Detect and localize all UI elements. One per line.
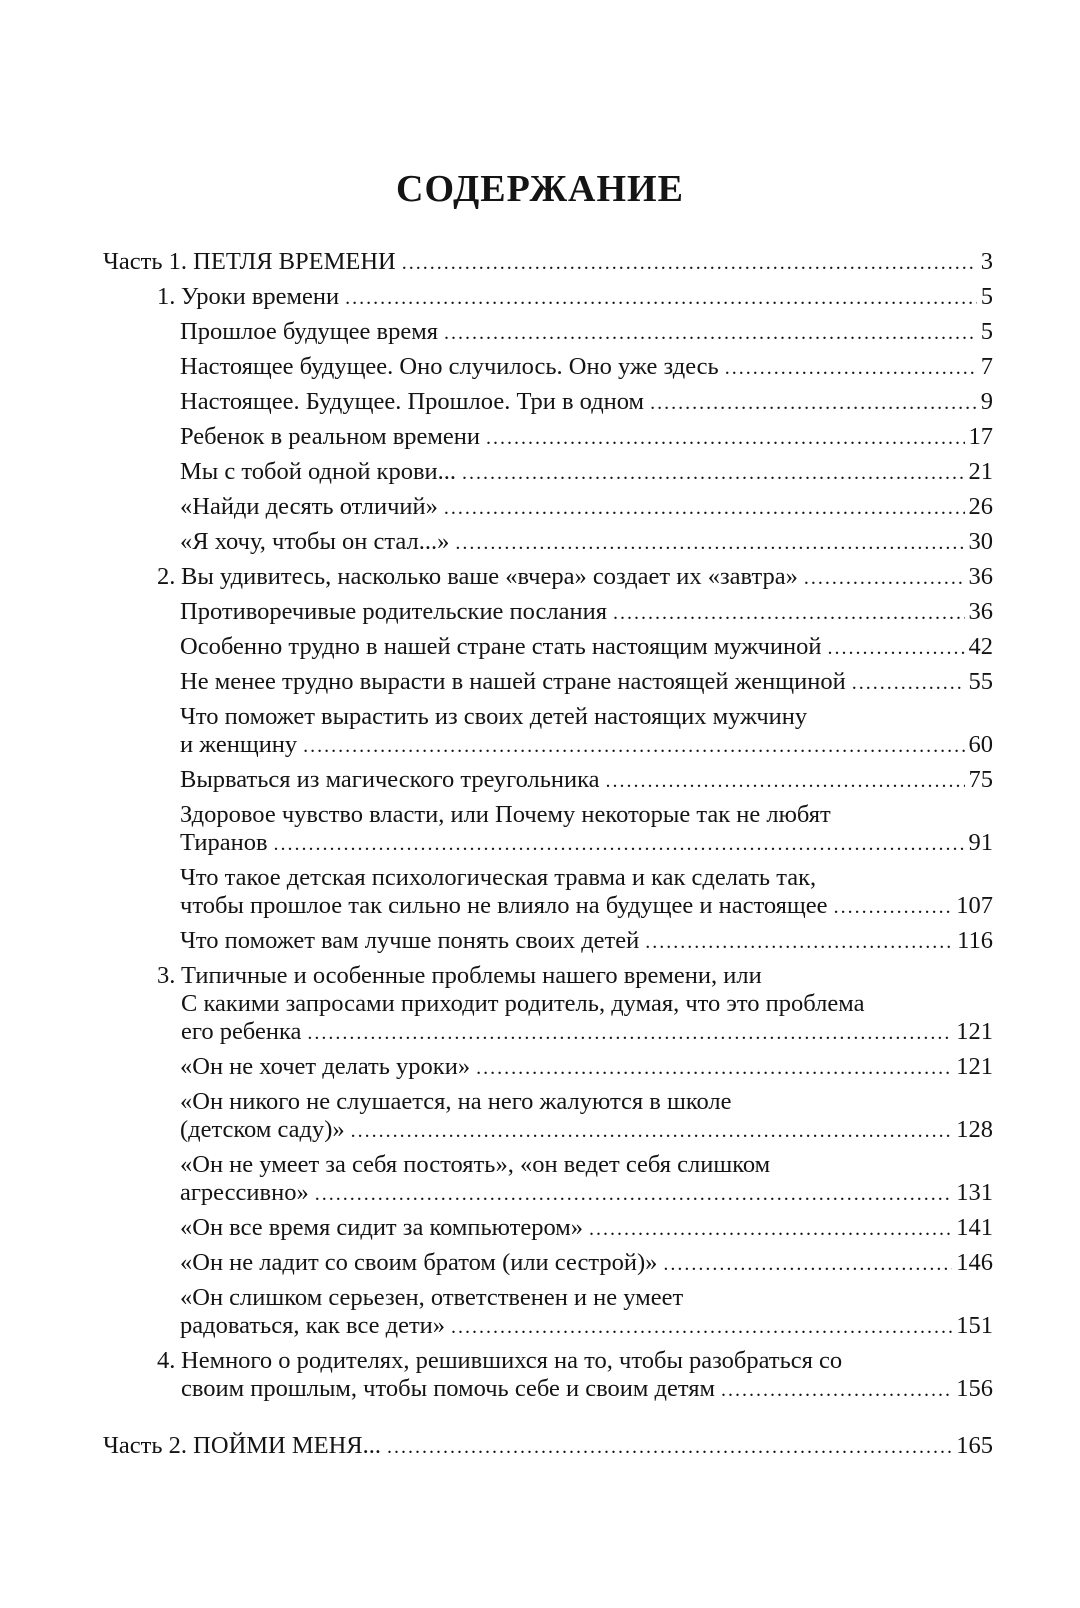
toc-section	[103, 528, 993, 557]
dot-leader	[827, 634, 964, 662]
toc-page-number: 42	[968, 633, 993, 660]
toc-title-line: «Он не умеет за себя постоять», «он ведет себя слишком	[180, 1151, 771, 1178]
toc-title-line: Типичные и особенные проблемы нашего времени, или	[181, 962, 762, 989]
toc-line	[181, 283, 993, 312]
toc-section	[103, 598, 993, 627]
toc-title-line: Немного о родителях, решившихся на то, чтобы разобраться со	[181, 1347, 843, 1374]
table-of-contents	[103, 248, 993, 1461]
toc-title: Настоящее. Будущее. Прошлое. Три в одном	[180, 388, 645, 415]
toc-chapter	[103, 283, 993, 312]
dot-leader	[274, 830, 965, 858]
toc-page-number: 75	[968, 766, 993, 793]
toc-line	[180, 829, 993, 858]
dot-leader	[804, 564, 965, 592]
dot-leader	[462, 459, 964, 487]
toc-title-line: «Он никого не слушается, на него жалуются в школе	[180, 1088, 732, 1115]
toc-page-number: 36	[968, 598, 993, 625]
dot-leader	[476, 1054, 952, 1082]
toc-page-number: 131	[956, 1179, 993, 1206]
toc-line	[180, 1116, 993, 1145]
toc-page-number: 128	[956, 1116, 993, 1143]
dot-leader	[345, 284, 977, 312]
toc-line	[180, 1249, 993, 1278]
toc-section	[103, 864, 993, 921]
dot-leader	[444, 319, 977, 347]
toc-number: 4.	[157, 1347, 176, 1374]
toc-page-number: 116	[957, 927, 993, 954]
toc-line	[180, 458, 993, 487]
dot-leader	[444, 494, 965, 522]
toc-title: «Найди десять отличий»	[180, 493, 438, 520]
toc-entry-body	[157, 563, 993, 592]
toc-title: Настоящее будущее. Оно случилось. Оно уже здесь	[180, 353, 719, 380]
dot-leader	[402, 249, 977, 277]
toc-page-number: 30	[968, 528, 993, 555]
toc-section	[103, 1214, 993, 1243]
toc-title: Тиранов	[180, 829, 268, 856]
toc-line	[180, 528, 993, 557]
dot-leader	[451, 1313, 952, 1341]
toc-title: «Он все время сидит за компьютером»	[180, 1214, 584, 1241]
toc-page-number: 36	[968, 563, 993, 590]
toc-title-line: Здоровое чувство власти, или Почему некоторые так не любят	[180, 801, 831, 828]
toc-entry-body	[157, 962, 993, 1047]
toc-title: Часть 1. ПЕТЛЯ ВРЕМЕНИ	[103, 248, 396, 275]
toc-title: Прошлое будущее время	[180, 318, 438, 345]
toc-page-number: 107	[956, 892, 993, 919]
toc-section	[103, 1088, 993, 1145]
toc-line	[180, 318, 993, 347]
toc-number: 1.	[157, 283, 176, 310]
toc-title: Особенно трудно в нашей стране стать настоящим мужчиной	[180, 633, 822, 660]
toc-title: и женщину	[180, 731, 298, 758]
toc-title: агрессивно»	[180, 1179, 309, 1206]
toc-section	[103, 458, 993, 487]
toc-chapter	[103, 563, 993, 592]
toc-page-number: 156	[956, 1375, 993, 1402]
toc-line	[180, 927, 993, 956]
toc-title: «Он не ладит со своим братом (или сестрой)»	[180, 1249, 658, 1276]
toc-line	[180, 353, 993, 382]
toc-title: Вы удивитесь, насколько ваше «вчера» создает их «завтра»	[181, 563, 798, 590]
toc-title: (детском саду)»	[180, 1116, 345, 1143]
toc-line	[181, 1375, 993, 1404]
toc-line	[181, 563, 993, 592]
toc-page-number: 60	[968, 731, 993, 758]
toc-page-number: 55	[968, 668, 993, 695]
dot-leader	[303, 732, 964, 760]
toc-line	[180, 1214, 993, 1243]
toc-line	[181, 1018, 993, 1047]
toc-title: Противоречивые родительские послания	[180, 598, 607, 625]
toc-page-number: 26	[968, 493, 993, 520]
toc-page-number: 3	[980, 248, 993, 275]
toc-title-line: «Он слишком серьезен, ответственен и не умеет	[180, 1284, 684, 1311]
toc-section	[103, 1249, 993, 1278]
toc-section	[103, 1284, 993, 1341]
toc-page-number: 151	[956, 1312, 993, 1339]
toc-section	[103, 801, 993, 858]
toc-page-number: 121	[956, 1053, 993, 1080]
toc-page-number: 5	[980, 318, 993, 345]
toc-page-number: 121	[956, 1018, 993, 1045]
dot-leader	[834, 893, 953, 921]
toc-title: Что поможет вам лучше понять своих детей	[180, 927, 640, 954]
toc-page-number: 21	[968, 458, 993, 485]
dot-leader	[721, 1376, 952, 1404]
toc-title: Часть 2. ПОЙМИ МЕНЯ...	[103, 1432, 382, 1459]
dot-leader	[852, 669, 965, 697]
dot-leader	[650, 389, 977, 417]
toc-section	[103, 423, 993, 452]
toc-line	[180, 493, 993, 522]
toc-title: Ребенок в реальном времени	[180, 423, 481, 450]
toc-line	[180, 766, 993, 795]
toc-section	[103, 927, 993, 956]
toc-section	[103, 633, 993, 662]
toc-title: «Я хочу, чтобы он стал...»	[180, 528, 450, 555]
toc-title: радоваться, как все дети»	[180, 1312, 446, 1339]
toc-title: чтобы прошлое так сильно не влияло на будущее и настоящее	[180, 892, 828, 919]
toc-title-line: Что поможет вырастить из своих детей настоящих мужчину	[180, 703, 808, 730]
toc-section	[103, 353, 993, 382]
toc-section	[103, 668, 993, 697]
toc-entry-body	[157, 1347, 993, 1404]
toc-chapter	[103, 962, 993, 1047]
toc-page-number: 5	[980, 283, 993, 310]
toc-part	[103, 248, 993, 277]
toc-section	[103, 388, 993, 417]
toc-page-number: 17	[968, 423, 993, 450]
toc-line	[103, 1432, 993, 1461]
toc-line	[180, 423, 993, 452]
toc-line	[180, 731, 993, 760]
dot-leader	[589, 1215, 952, 1243]
toc-line	[180, 668, 993, 697]
toc-page-number: 7	[980, 353, 993, 380]
toc-line	[180, 1053, 993, 1082]
toc-page-number: 91	[968, 829, 993, 856]
toc-title: Уроки времени	[181, 283, 340, 310]
toc-section	[103, 766, 993, 795]
toc-title: Мы с тобой одной крови...	[180, 458, 457, 485]
toc-page-number: 141	[956, 1214, 993, 1241]
dot-leader	[307, 1019, 952, 1047]
dot-leader	[351, 1117, 953, 1145]
dot-leader	[455, 529, 964, 557]
toc-chapter	[103, 1347, 993, 1404]
dot-leader	[725, 354, 977, 382]
toc-line	[180, 598, 993, 627]
toc-title-line: С какими запросами приходит родитель, думая, что это проблема	[181, 990, 865, 1017]
toc-title-line: Что такое детская психологическая травма и как сделать так,	[180, 864, 817, 891]
toc-title: Вырваться из магического треугольника	[180, 766, 600, 793]
toc-title: своим прошлым, чтобы помочь себе и своим детям	[181, 1375, 716, 1402]
dot-leader	[663, 1250, 952, 1278]
toc-number: 2.	[157, 563, 176, 590]
dot-leader	[606, 767, 965, 795]
toc-section	[103, 703, 993, 760]
toc-line	[180, 388, 993, 417]
toc-section	[103, 318, 993, 347]
toc-section	[103, 493, 993, 522]
dot-leader	[486, 424, 964, 452]
dot-leader	[645, 928, 953, 956]
toc-page-number: 165	[956, 1432, 993, 1459]
toc-section	[103, 1151, 993, 1208]
toc-line	[180, 1312, 993, 1341]
toc-section	[103, 1053, 993, 1082]
toc-line	[103, 248, 993, 277]
toc-line	[180, 633, 993, 662]
toc-page-number: 9	[980, 388, 993, 415]
toc-number: 3.	[157, 962, 176, 989]
toc-entry-body	[157, 283, 993, 312]
dot-leader	[387, 1433, 952, 1461]
toc-part	[103, 1432, 993, 1461]
toc-page-number: 146	[956, 1249, 993, 1276]
toc-title: «Он не хочет делать уроки»	[180, 1053, 471, 1080]
dot-leader	[315, 1180, 953, 1208]
toc-line	[180, 892, 993, 921]
dot-leader	[613, 599, 965, 627]
toc-title: его ребенка	[181, 1018, 302, 1045]
toc-line	[180, 1179, 993, 1208]
toc-title: Не менее трудно вырасти в нашей стране настоящей женщиной	[180, 668, 846, 695]
page-title: СОДЕРЖАНИЕ	[396, 168, 684, 211]
